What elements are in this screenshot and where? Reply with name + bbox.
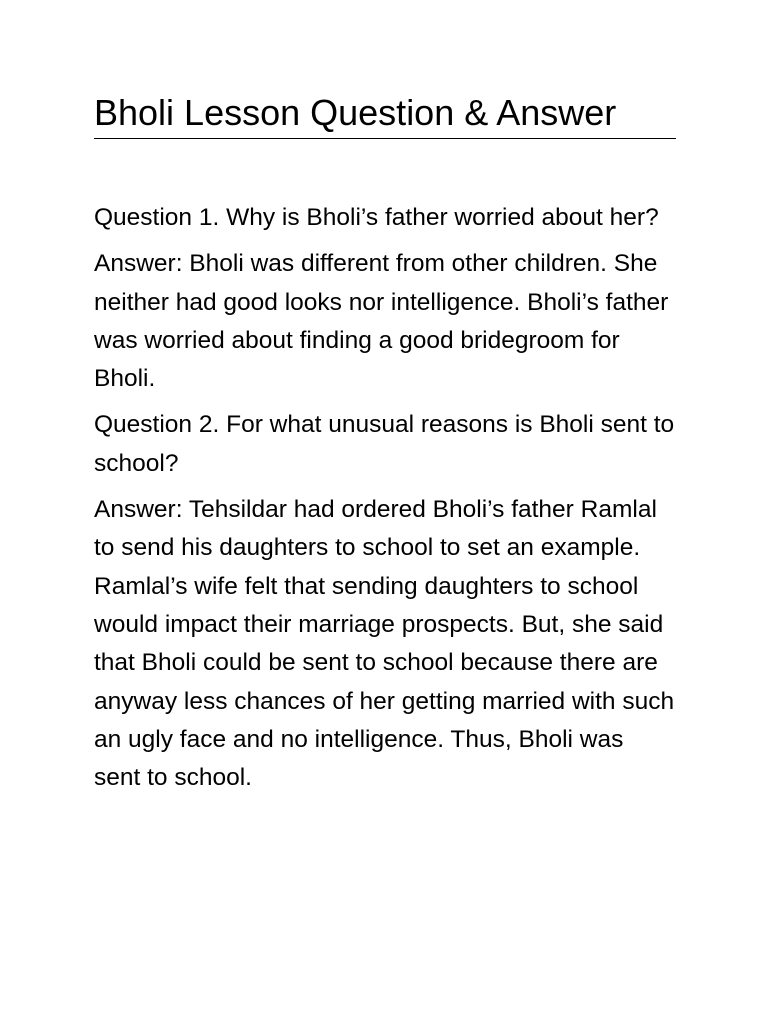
question-1: Question 1. Why is Bholi’s father worried about her? <box>94 204 659 231</box>
answer-1: Answer: Bholi was different from other children. She neither had good looks nor intelligence. Bholi’s father was worried about finding a good bridegroom for Bholi. <box>94 250 669 393</box>
qa-content <box>94 199 676 797</box>
question-2: Question 2. For what unusual reasons is Bholi sent to school? <box>94 411 675 477</box>
document-page <box>94 90 676 805</box>
page-title: Bholi Lesson Question & Answer <box>94 90 676 139</box>
answer-2: Answer: Tehsildar had ordered Bholi’s father Ramlal to send his daughters to school to set an example. Ramlal’s wife felt that sending daughters to school would impact their marriage prospects. But, she said that Bholi could be sent to school because there are anyway less chances of her getting married with such an ugly face and no intelligence. Thus, Bholi was sent to school. <box>94 496 675 792</box>
